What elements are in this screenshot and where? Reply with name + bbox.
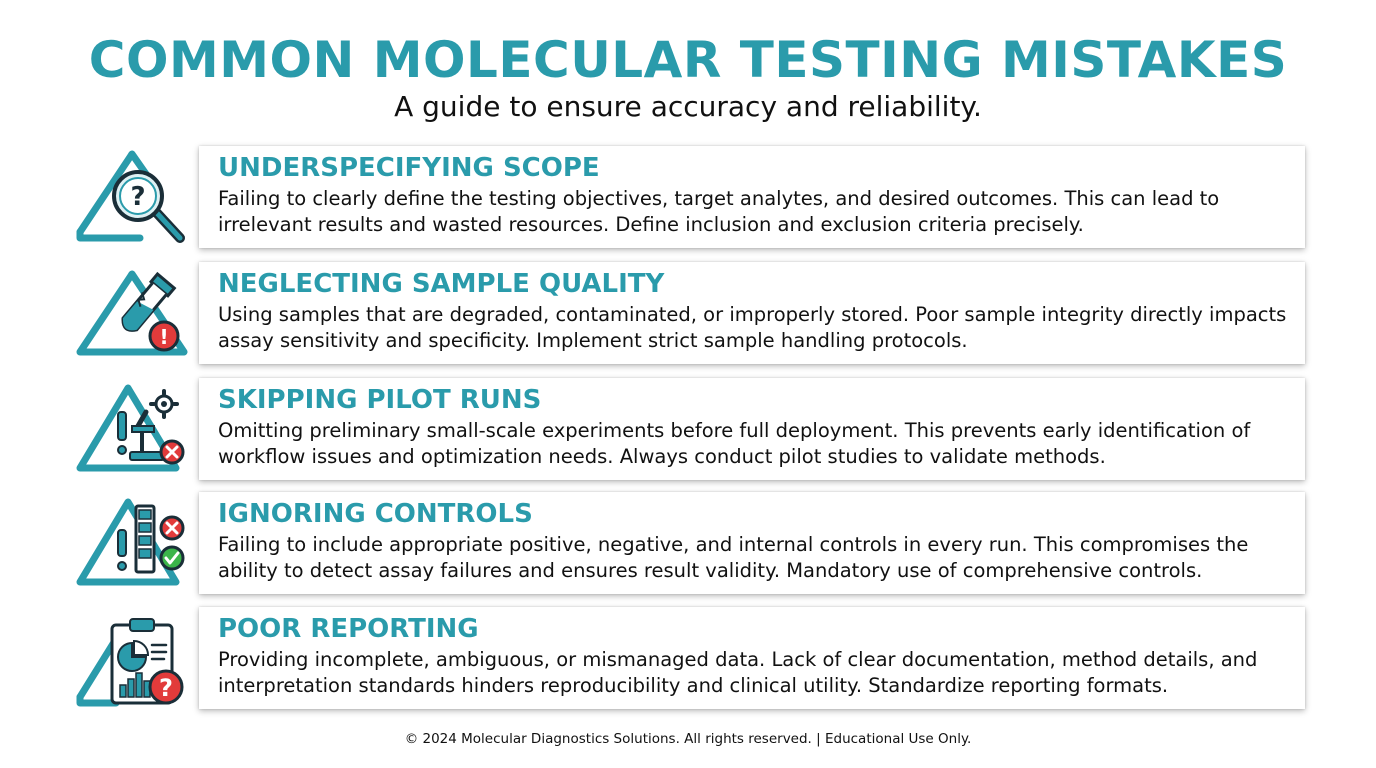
mistake-description: Failing to clearly define the testing objectives, target analytes, and desired outcomes. This can lead to irrelevant results and wasted resources. Define inclusion and exclusion criteria precisely.	[218, 187, 1220, 236]
microscope-gear-icon	[76, 382, 194, 482]
mistake-card	[199, 492, 1305, 594]
mistake-item	[0, 146, 1376, 248]
mistake-card	[199, 262, 1305, 364]
svg-text:?: ?	[159, 674, 173, 702]
mistake-item	[0, 378, 1376, 480]
clipboard-report-icon	[76, 611, 194, 711]
magnifier-question-icon	[76, 150, 194, 250]
mistake-item	[0, 262, 1376, 364]
page-title: COMMON MOLECULAR TESTING MISTAKES	[88, 31, 1288, 89]
mistake-title: NEGLECTING SAMPLE QUALITY	[218, 269, 665, 299]
mistake-description: Omitting preliminary small-scale experiments before full deployment. This prevents early identification of workflow issues and optimization needs. Always conduct pilot studies to validate methods.	[218, 419, 1251, 468]
broken-test-tube-icon	[76, 266, 194, 366]
mistake-description: Failing to include appropriate positive, negative, and internal controls in every run. This compromises the ability to detect assay failures and ensures result validity. Mandatory use of comprehensive controls.	[218, 533, 1249, 582]
mistake-title: UNDERSPECIFYING SCOPE	[218, 153, 600, 183]
svg-text:?: ?	[130, 182, 146, 212]
checklist-controls-icon	[76, 496, 194, 596]
svg-text:!: !	[159, 325, 169, 349]
mistake-item	[0, 492, 1376, 594]
mistake-card	[199, 146, 1305, 248]
mistake-title: IGNORING CONTROLS	[218, 499, 533, 529]
mistake-card	[199, 607, 1305, 709]
mistake-description: Providing incomplete, ambiguous, or mismanaged data. Lack of clear documentation, method details, and interpretation standards hinders reproducibility and clinical utility. Standardize reporting formats.	[218, 648, 1258, 697]
mistake-title: SKIPPING PILOT RUNS	[218, 385, 542, 415]
page-subtitle: A guide to ensure accuracy and reliability.	[394, 90, 982, 123]
mistake-item	[0, 607, 1376, 709]
mistake-title: POOR REPORTING	[218, 614, 479, 644]
mistake-description: Using samples that are degraded, contaminated, or improperly stored. Poor sample integrity directly impacts assay sensitivity and specificity. Implement strict sample handling protocols.	[218, 303, 1287, 352]
mistake-card	[199, 378, 1305, 480]
footer-copyright: © 2024 Molecular Diagnostics Solutions. All rights reserved. | Educational Use Only.	[404, 731, 972, 747]
